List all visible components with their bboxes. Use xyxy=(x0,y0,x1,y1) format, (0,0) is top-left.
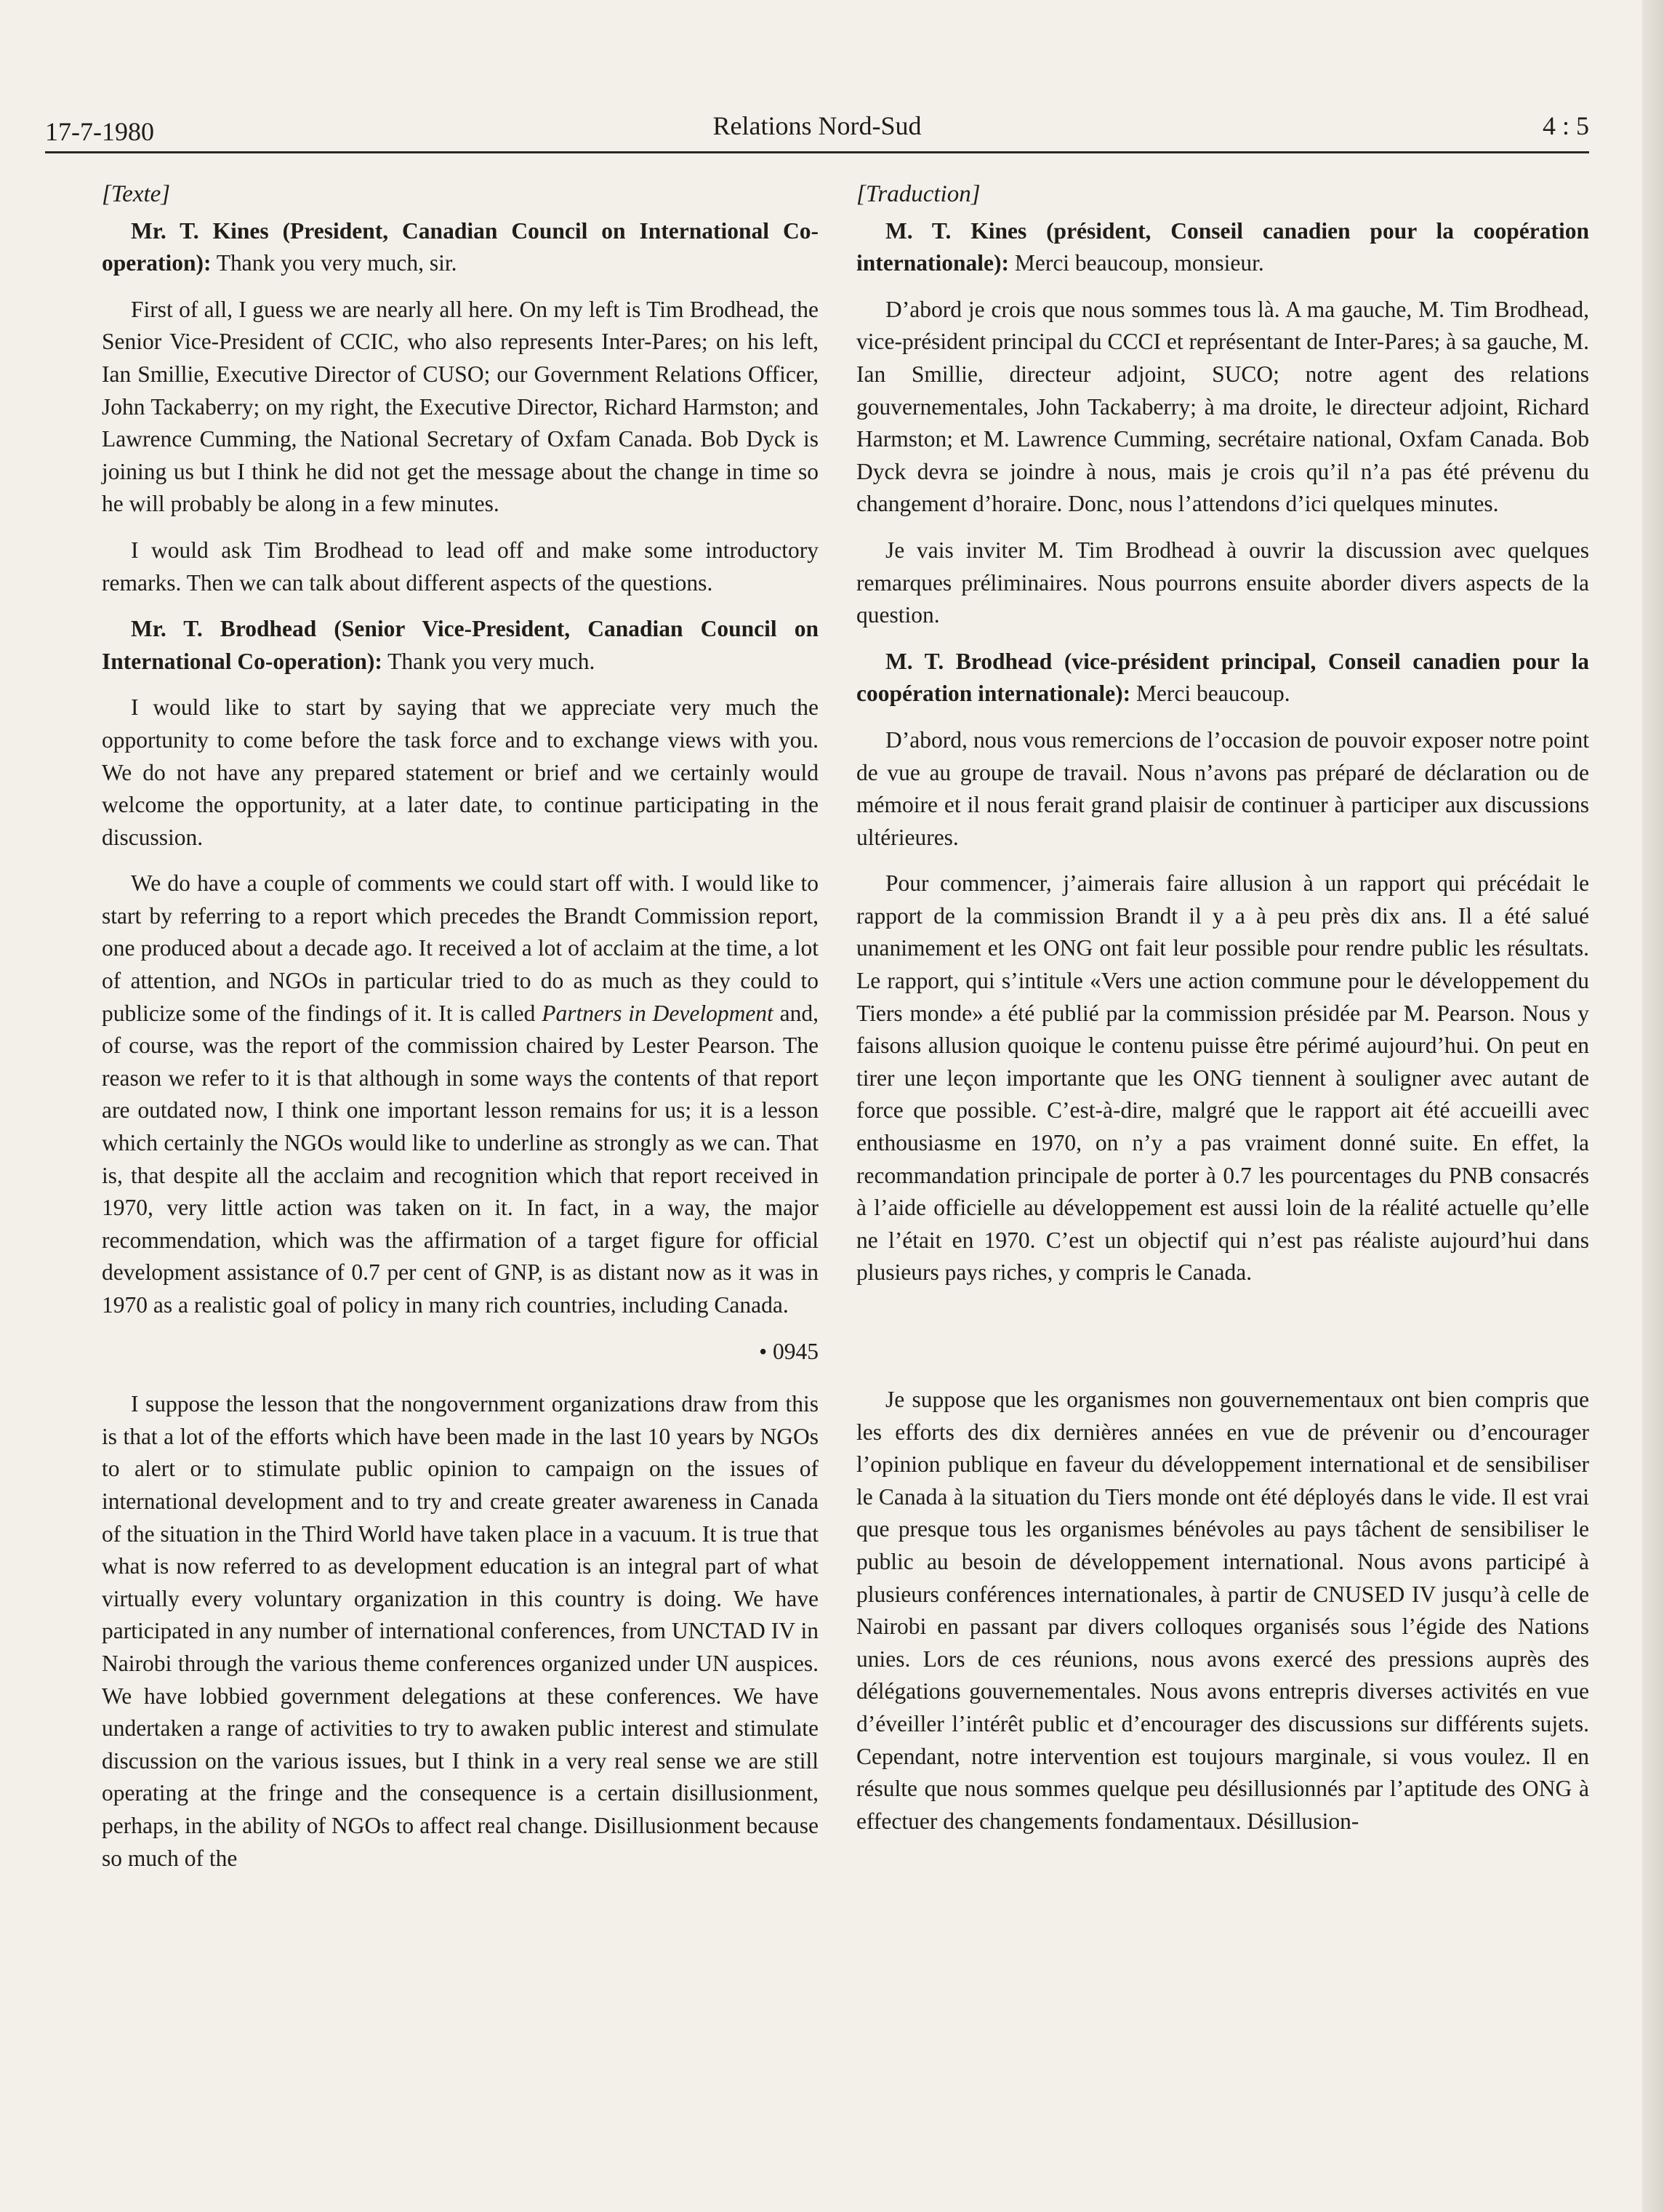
paragraph: Pour commencer, j’aimerais faire allusion à un rapport qui précédait le rapport de la commission Brandt il y a à peu près dix ans. Il a été salué unanimement et les ONG ont fait leur possible pour rendre public les résultats. Le rapport, qui s’intitule «Vers une action commune pour le développement du Tiers monde» a été publié par la commission présidée par M. Pearson. Nous y faisons allusion quoique le contenu puisse être périmé aujourd’hui. On peut en tirer une leçon importante que les ONG tiennent à souligner avec autant de force que possible. C’est-à-dire, malgré que le rapport ait été accueilli avec enthousiasme en 1970, on n’y a pas vraiment donné suite. En effet, la recommandation principale de porter à 0.7 les pourcentages du PNB consacrés à l’aide officielle au développement est aussi loin de la réalité actuelle qu’elle ne l’était en 1970. C’est un objectif qui n’est pas réaliste aujourd’hui dans plusieurs pays riches, y compris le Canada. xyxy=(856,870,1589,1286)
paragraph-text: We do have a couple of comments we could start off with. I would like to start by referring to a report which precedes the Brandt Commission report, one produced about a decade ago. It received a lot of acclaim at the time, a lot of attention, and NGOs in particular tried to do as much as they could to publicize some of the findings of it. It is called xyxy=(102,870,819,1026)
speaker-reply: Merci beaucoup. xyxy=(1130,681,1290,707)
paragraph xyxy=(856,215,1589,280)
paragraph: I would like to start by saying that we appreciate very much the opportunity to come before the task force and to exchange views with you. We do not have any prepared statement or brief and we certainly would welcome the opportunity, at a later date, to continue participating in the discussion. xyxy=(102,694,819,850)
paragraph: Je vais inviter M. Tim Brodhead à ouvrir la discussion avec quelques remarques préliminaires. Nous pourrons ensuite aborder divers aspects de la question. xyxy=(856,537,1589,628)
speaker-reply: Merci beaucoup, monsieur. xyxy=(1008,250,1264,276)
paragraph: D’abord, nous vous remercions de l’occasion de pouvoir exposer notre point de vue au groupe de travail. Nous n’avons pas préparé de déclaration ou de mémoire et il nous ferait grand plaisir de continuer à participer aux discussions ultérieures. xyxy=(856,726,1589,850)
paragraph: D’abord je crois que nous sommes tous là. A ma gauche, M. Tim Brodhead, vice-président principal du CCCI et représentant de Inter-Pares; à sa gauche, M. Ian Smillie, directeur adjoint, SUCO; notre agent des relations gouvernementales, John Tackaberry; à ma droite, le directeur adjoint, Richard Harmston; et M. Lawrence Cumming, secrétaire national, Oxfam Canada. Bob Dyck devra se joindre à nous, mais je crois qu’il n’a pas été prévenu du changement d’horaire. Donc, nous l’attendons d’ici quelques minutes. xyxy=(856,296,1589,517)
paragraph xyxy=(102,867,819,1321)
page-header xyxy=(45,106,1589,151)
speaker-name: Mr. T. Kines (President, Canadian Council on International Co-operation): xyxy=(102,217,819,276)
french-column xyxy=(856,178,1589,1851)
paragraph: Je suppose que les organismes non gouvernementaux ont bien compris que les efforts des dix dernières années en vue de prévenir ou d’encourager l’opinion publique en faveur du développement international et de sensibiliser le Canada à la situation du Tiers monde ont été déployés dans le vide. Il est vrai que presque tous les organismes bénévoles au pays tâchent de sensibiliser le public au besoin de développement international. Nous avons participé à plusieurs conférences internationales, à partir de CNUSED IV jusqu’à celle de Nairobi en passant par divers colloques organisés sous l’égide des Nations unies. Lors de ces réunions, nous avons exercé des pressions auprès des délégations gouvernementales. Nous avons entrepris diverses activités en vue d’éveiller l’intérêt public et d’encourager des discussions sur différents sujets. Cependant, notre intervention est toujours marginale, si vous voulez. Il en résulte que nous sommes quelque peu désillusionnés par l’aptitude des ONG à effectuer des changements fondamentaux. Désillusion- xyxy=(856,1387,1589,1834)
page-date: 17-7-1980 xyxy=(45,117,154,146)
page-title: Relations Nord-Sud xyxy=(712,111,922,140)
paragraph xyxy=(102,215,819,280)
page-number: 4 : 5 xyxy=(1542,111,1589,140)
paragraph xyxy=(856,646,1589,710)
time-marker: • 0945 xyxy=(759,1338,819,1364)
paragraph: I suppose the lesson that the nongovernment organizations draw from this is that a lot of the efforts which have been made in the last 10 years by NGOs to alert or to stimulate public opinion to campaign on the issues of international development and to try and create greater awareness in Canada of the situation in the Third World have taken place in a vacuum. It is true that what is now referred to as development education is an integral part of what virtually every voluntary organization in this country is doing. We have participated in any number of international conferences, from UNCTAD IV in Nairobi through the various theme conferences organized under UN auspices. We have lobbied government delegations at these conferences. We have undertaken a range of activities to try to awaken public interest and stimulate discussion on the various issues, but I think in a very real sense we are still operating at the fringe and the consequence is a certain disillusionment, perhaps, in the ability of NGOs to affect real change. Disillusionment because so much of the xyxy=(102,1391,819,1871)
speaker-name: M. T. Kines (président, Conseil canadien pour la coopération internationale): xyxy=(856,217,1589,276)
speaker-reply: Thank you very much, sir. xyxy=(211,250,457,276)
paragraph-text: and, of course, was the report of the commission chaired by Lester Pearson. The reason we refer to it is that although in some ways the contents of that report are outdated now, I think one important lesson remains for us; it is a lesson which certainly the NGOs would like to underline as strongly as we can. That is, that despite all the acclaim and recognition which that report received in 1970, very little action was taken on it. In fact, in a way, the major recommendation, which was the affirmation of a target figure for official development assistance of 0.7 per cent of GNP, is as distant now as it was in 1970 as a realistic goal of policy in many rich countries, including Canada. xyxy=(102,1000,819,1318)
paragraph: I would ask Tim Brodhead to lead off and make some introductory remarks. Then we can talk about different aspects of the questions. xyxy=(102,537,819,596)
speaker-name: M. T. Brodhead (vice-président principal, Conseil canadien pour la coopération internationale): xyxy=(856,648,1589,707)
paragraph: First of all, I guess we are nearly all here. On my left is Tim Brodhead, the Senior Vice-President of CCIC, who also represents Inter-Pares; on his left, Ian Smillie, Executive Director of CUSO; our Government Relations Officer, John Tackaberry; on my right, the Executive Director, Richard Harmston; and Lawrence Cumming, the National Secretary of Oxfam Canada. Bob Dyck is joining us but I think he did not get the message about the change in time so he will probably be along in a few minutes. xyxy=(102,296,819,517)
speaker-name: Mr. T. Brodhead (Senior Vice-President, Canadian Council on International Co-operation): xyxy=(102,616,819,674)
report-title: Partners in Development xyxy=(542,1000,773,1026)
english-column xyxy=(102,178,819,1888)
column-label: [Traduction] xyxy=(856,181,981,207)
paragraph xyxy=(102,613,819,678)
page-edge-shadow xyxy=(1642,0,1664,2212)
header-rule xyxy=(45,151,1589,153)
speaker-reply: Thank you very much. xyxy=(382,648,595,674)
column-label: [Texte] xyxy=(102,181,171,207)
